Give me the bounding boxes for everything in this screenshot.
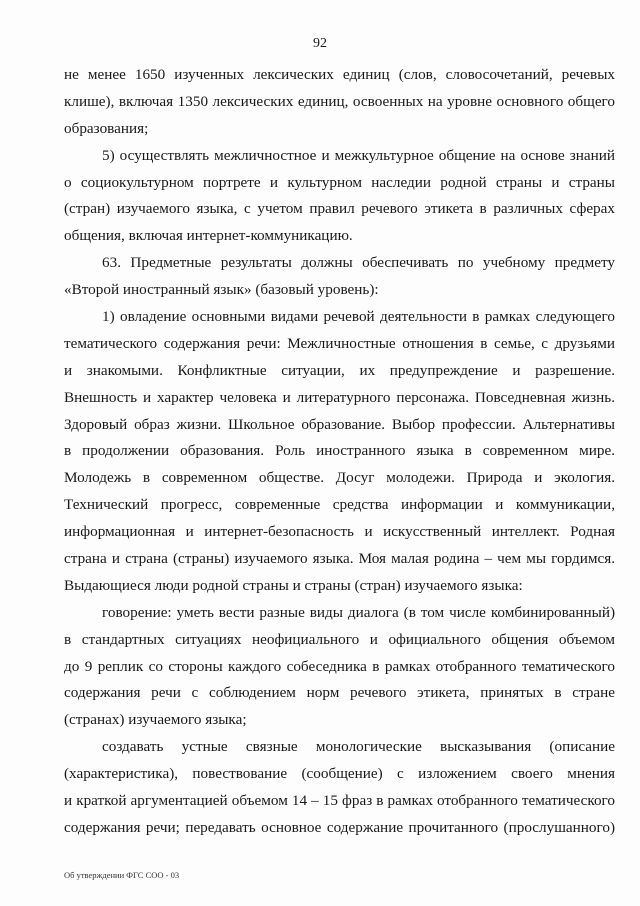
text-line: (характеристика), повествование (сообщение) с изложением своего мнения	[64, 765, 615, 783]
text-line: Внешность и характер человека и литературного персонажа. Повседневная жизнь.	[64, 388, 615, 406]
text-line: создавать устные связные монологические высказывания (описание	[102, 738, 615, 756]
text-line: 63. Предметные результаты должны обеспечивать по учебному предмету	[102, 254, 615, 272]
text-line: (странах) изучаемого языка;	[64, 711, 247, 729]
text-line: Выдающиеся люди родной страны и страны (стран) изучаемого языка:	[64, 576, 523, 594]
text-line: и краткой аргументацией объемом 14 – 15 фраз в рамках отобранного тематического	[64, 792, 615, 810]
text-line: о социокультурном портрете и культурном наследии родной страны и страны	[64, 173, 615, 191]
page-number: 92	[313, 36, 327, 51]
text-line: в стандартных ситуациях неофициального и официального общения объемом	[64, 630, 615, 648]
text-line: и знакомыми. Конфликтные ситуации, их предупреждение и разрешение.	[64, 361, 615, 379]
text-line: тематического содержания речи: Межличностные отношения в семье, с друзьями	[64, 334, 615, 352]
text-line: говорение: уметь вести разные виды диалога (в том числе комбинированный)	[102, 603, 615, 621]
text-line: Молодежь в современном обществе. Досуг молодежи. Природа и экология.	[64, 469, 615, 487]
text-line: Здоровый образ жизни. Школьное образование. Выбор профессии. Альтернативы	[64, 415, 615, 433]
text-line: образования;	[64, 119, 149, 137]
text-line: страна и страна (страны) изучаемого языка. Моя малая родина – чем мы гордимся.	[64, 550, 615, 568]
text-line: информационная и интернет-безопасность и искусственный интеллект. Родная	[64, 523, 615, 541]
text-line: содержания речи; передавать основное содержание прочитанного (прослушанного)	[64, 818, 615, 836]
text-line: Технический прогресс, современные средства информации и коммуникации,	[64, 496, 615, 514]
text-line: (стран) изучаемого языка, с учетом правил речевого этикета в различных сферах	[64, 200, 615, 218]
text-line: в продолжении образования. Роль иностранного языка в современном мире.	[64, 442, 615, 460]
document-body	[64, 62, 615, 842]
text-line: «Второй иностранный язык» (базовый уровень):	[64, 281, 379, 299]
text-line: не менее 1650 изученных лексических единиц (слов, словосочетаний, речевых	[64, 66, 615, 83]
page-footer: Об утверждении ФГС СОО - 03	[64, 870, 180, 880]
text-line: общения, включая интернет-коммуникацию.	[64, 227, 353, 245]
text-line: до 9 реплик со стороны каждого собеседника в рамках отобранного тематического	[64, 657, 615, 675]
text-line: 5) осуществлять межличностное и межкультурное общение на основе знаний	[102, 146, 615, 164]
text-line: 1) овладение основными видами речевой деятельности в рамках следующего	[102, 308, 615, 326]
text-line: содержания речи с соблюдением норм речевого этикета, принятых в стране	[64, 684, 615, 702]
text-line: клише), включая 1350 лексических единиц, освоенных на уровне основного общего	[64, 92, 615, 110]
